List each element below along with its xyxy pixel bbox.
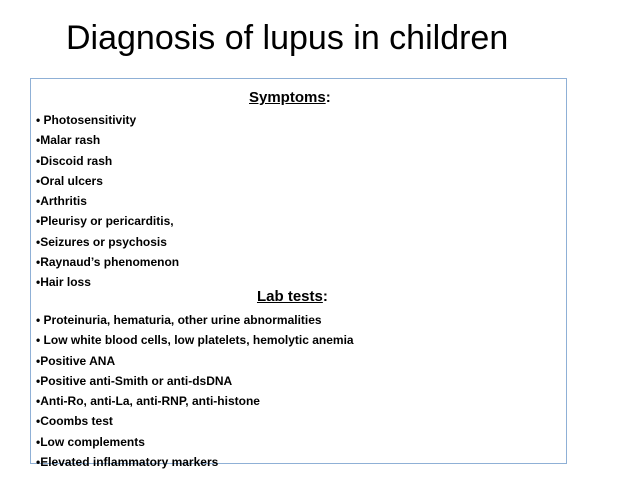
lab-tests-heading bbox=[31, 287, 568, 306]
list-item: •Elevated inflammatory markers bbox=[36, 455, 219, 470]
lab-tests-heading-colon: : bbox=[322, 288, 328, 305]
list-item: •Oral ulcers bbox=[36, 173, 103, 188]
list-item: •Discoid rash bbox=[36, 153, 113, 168]
list-item: • Proteinuria, hematuria, other urine abnormalities bbox=[36, 313, 322, 327]
list-item: •Coombs test bbox=[36, 414, 113, 429]
list-item: •Positive ANA bbox=[36, 353, 116, 368]
symptoms-heading-colon: : bbox=[325, 89, 331, 106]
content-box bbox=[30, 78, 567, 470]
lab-tests-heading-label: Lab tests bbox=[257, 288, 323, 305]
lab-tests-list bbox=[36, 310, 354, 472]
list-item: •Hair loss bbox=[36, 275, 91, 290]
list-item: • Low white blood cells, low platelets, hemolytic anemia bbox=[36, 333, 354, 348]
list-item: •Positive anti-Smith or anti-dsDNA bbox=[36, 373, 233, 388]
list-item: •Raynaud’s phenomenon bbox=[36, 255, 180, 270]
list-item: •Low complements bbox=[36, 434, 145, 449]
symptoms-heading-label: Symptoms bbox=[249, 89, 326, 106]
symptoms-heading bbox=[31, 88, 568, 107]
slide-title: Diagnosis of lupus in children bbox=[66, 19, 509, 57]
list-item: •Seizures or psychosis bbox=[36, 234, 167, 249]
list-item: •Arthritis bbox=[36, 194, 87, 209]
list-item: • Photosensitivity bbox=[36, 113, 137, 127]
list-item: •Pleurisy or pericarditis, bbox=[36, 214, 174, 229]
list-item: •Anti-Ro, anti-La, anti-RNP, anti-histone bbox=[36, 394, 260, 409]
symptoms-list bbox=[36, 110, 179, 293]
list-item: •Malar rash bbox=[36, 133, 101, 148]
